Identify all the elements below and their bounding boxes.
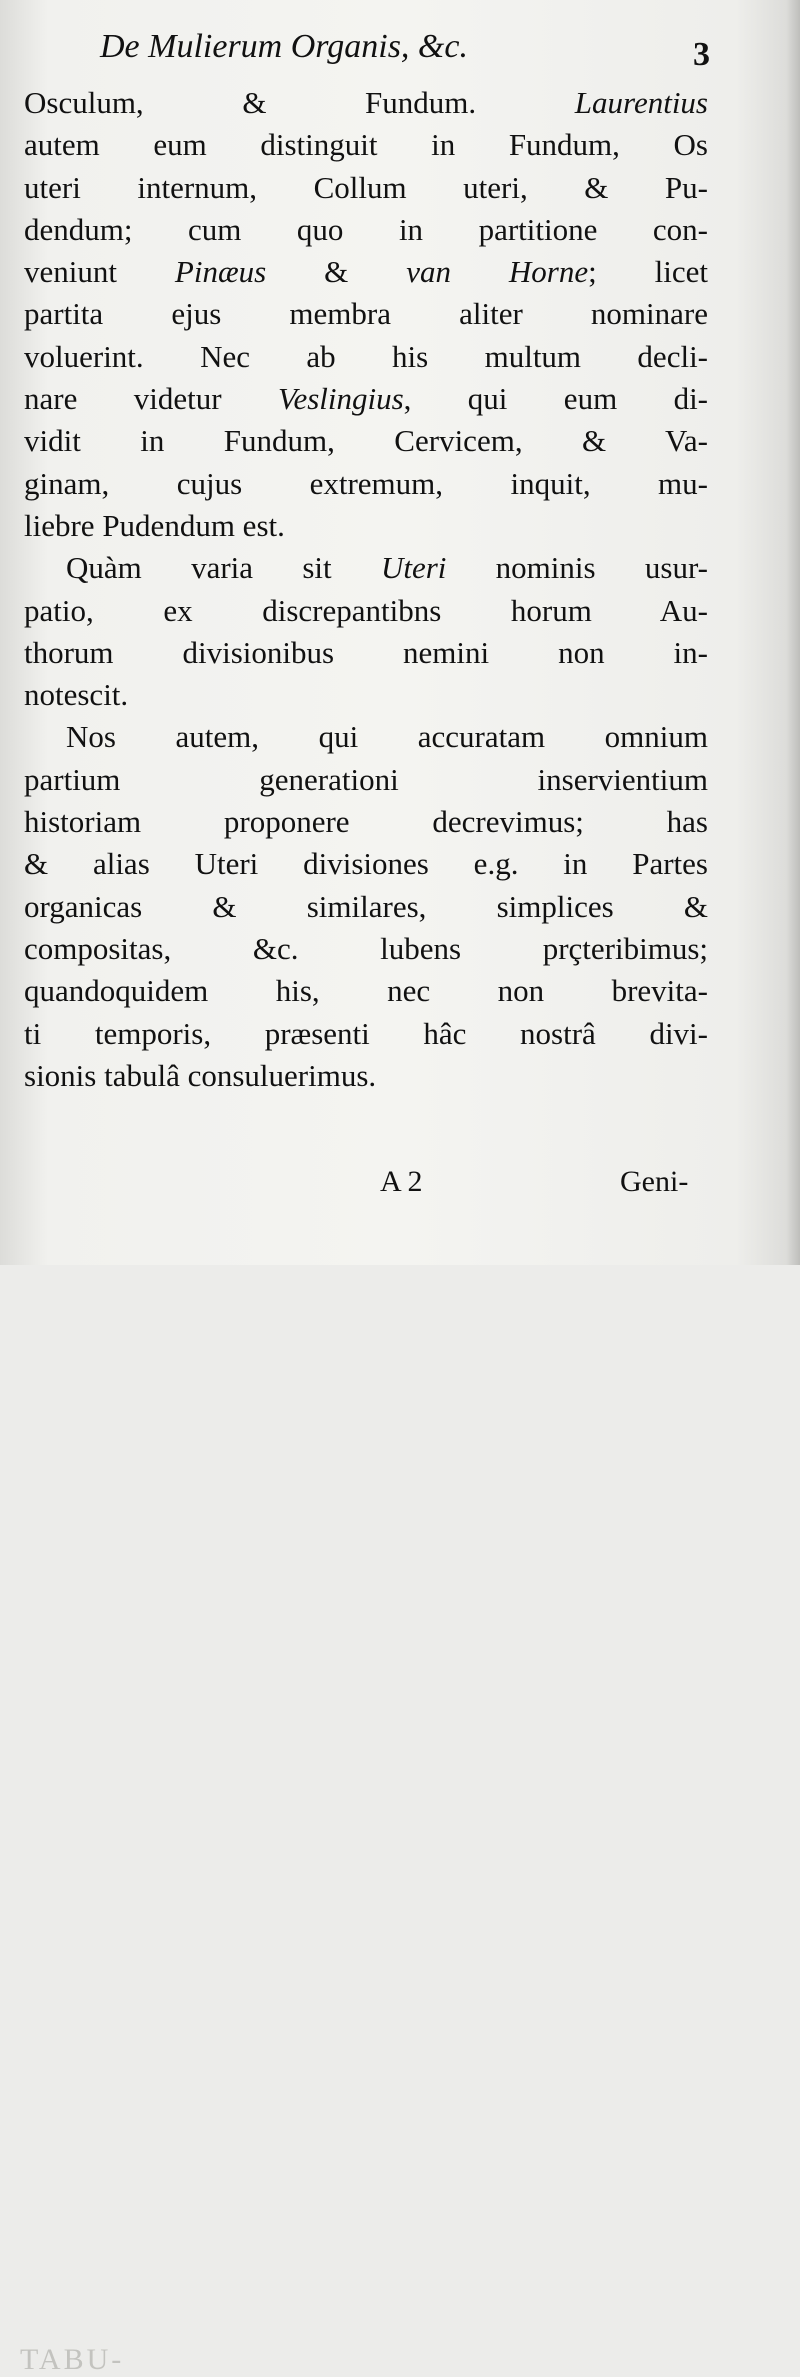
- text-line: [24, 547, 708, 589]
- text-segment: voluerint. Nec ab his multum decli-: [24, 338, 708, 374]
- text-segment: patio, ex discrepantibns horum Au-: [24, 592, 708, 628]
- text-line: [24, 801, 708, 843]
- text-segment: veniunt: [24, 254, 175, 290]
- italic-name: van Horne: [406, 254, 589, 290]
- text-segment: notescit.: [24, 677, 129, 713]
- text-line: [24, 716, 708, 758]
- signature-mark: A 2: [380, 1165, 423, 1198]
- text-line: [24, 970, 708, 1012]
- text-line: [24, 590, 708, 632]
- text-segment: ginam, cujus extremum, inquit, mu-: [24, 465, 708, 501]
- text-segment: , qui eum di-: [403, 381, 708, 417]
- text-line: [24, 928, 708, 970]
- text-line: [24, 674, 708, 716]
- text-line: [24, 759, 708, 801]
- text-segment: ; licet: [588, 254, 708, 290]
- text-line: [24, 463, 708, 505]
- italic-name: Laurentius: [574, 85, 708, 120]
- italic-name: Pinæus: [174, 254, 267, 290]
- text-line: [24, 82, 708, 124]
- text-line: [24, 336, 708, 378]
- text-line: [24, 420, 708, 462]
- text-segment: autem eum distinguit in Fundum, Os: [24, 127, 708, 163]
- text-segment: Osculum, & Fundum.: [24, 85, 575, 120]
- text-segment: nare videtur: [24, 381, 278, 417]
- text-line: [24, 886, 708, 928]
- text-line: [24, 124, 708, 166]
- text-line: [24, 843, 708, 885]
- text-line: [24, 632, 708, 674]
- text-line: [24, 1013, 708, 1055]
- text-segment: nominis usur-: [446, 550, 708, 586]
- text-segment: ti temporis, præsenti hâc nostrâ divi-: [24, 1015, 708, 1051]
- text-segment: sionis tabulâ consuluerimus.: [24, 1057, 377, 1093]
- text-segment: quandoquidem his, nec non brevita-: [24, 973, 708, 1009]
- page-footer: [0, 1165, 800, 2376]
- text-line: [24, 505, 708, 547]
- text-segment: partita ejus membra aliter nominare: [24, 296, 708, 332]
- page-number: 3: [693, 36, 710, 73]
- show-through-text: TABU-: [20, 2343, 125, 2376]
- text-segment: Quàm varia sit: [66, 550, 381, 586]
- text-line: [24, 293, 708, 335]
- text-segment: thorum divisionibus nemini non in-: [24, 634, 708, 670]
- text-line: [24, 167, 708, 209]
- page-header: [100, 28, 710, 78]
- text-segment: compositas, &c. lubens prçteribimus;: [24, 930, 708, 966]
- page-edge-shadow: [786, 0, 800, 1265]
- text-segment: uteri internum, Collum uteri, & Pu-: [24, 169, 708, 205]
- text-line: [24, 251, 708, 293]
- text-segment: partium generationi inservientium: [24, 761, 708, 797]
- text-segment: vidit in Fundum, Cervicem, & Va-: [24, 423, 708, 459]
- running-head: De Mulierum Organis, &c.: [100, 28, 468, 65]
- text-segment: liebre Pudendum est.: [24, 507, 285, 543]
- text-segment: & alias Uteri divisiones e.g. in Partes: [24, 846, 708, 882]
- text-segment: Nos autem, qui accuratam omnium: [66, 719, 708, 755]
- text-segment: dendum; cum quo in partitione con-: [24, 211, 708, 247]
- text-segment: &: [266, 254, 407, 290]
- text-line: [24, 209, 708, 251]
- italic-name: Veslingius: [277, 381, 404, 417]
- text-segment: organicas & similares, simplices &: [24, 888, 708, 924]
- italic-name: Uteri: [380, 550, 447, 586]
- text-line: [24, 378, 708, 420]
- text-line: [24, 1055, 708, 1097]
- text-segment: historiam proponere decrevimus; has: [24, 804, 708, 840]
- catchword: Geni-: [620, 1165, 689, 1198]
- body-text: [24, 82, 708, 1097]
